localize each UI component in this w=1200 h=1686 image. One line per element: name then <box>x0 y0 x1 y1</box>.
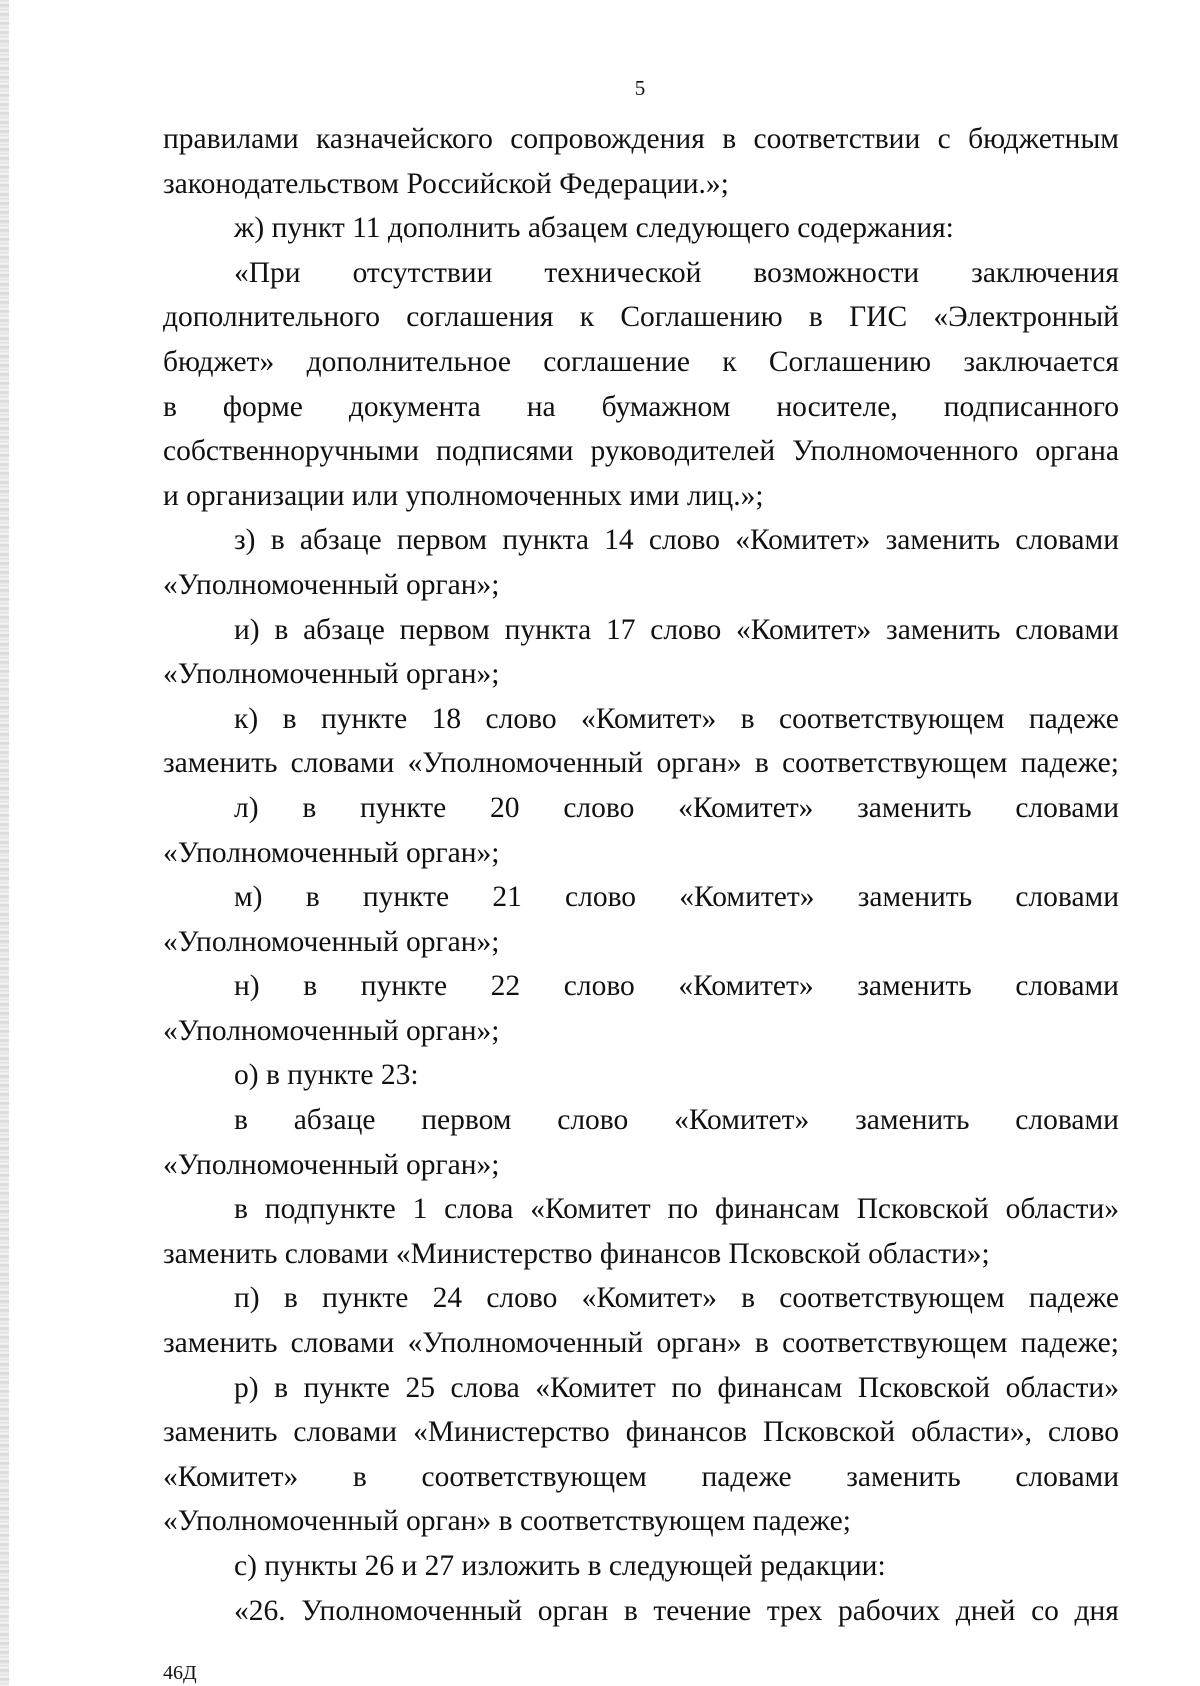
word: в <box>283 1282 298 1315</box>
word: бюджет» <box>163 345 275 378</box>
word: органа <box>1035 435 1119 468</box>
word: пункта <box>504 613 592 646</box>
document-body <box>163 117 1119 1633</box>
word: заменить <box>857 970 972 1003</box>
word: падеже <box>701 1460 792 1493</box>
word: «Комитет <box>530 1193 651 1226</box>
text-line <box>163 1098 1119 1143</box>
word: абзаце <box>303 613 385 646</box>
text-line <box>163 786 1119 831</box>
text-line <box>163 1321 1119 1366</box>
word: соответствующем <box>782 1327 1008 1360</box>
footer-code: 46Д <box>163 1662 197 1684</box>
word: «Комитет» <box>735 524 871 557</box>
word: слово <box>650 613 722 646</box>
word: в <box>305 881 320 914</box>
word: 24 <box>432 1282 463 1315</box>
text-line <box>163 1410 1119 1455</box>
word: заменить <box>885 524 1001 557</box>
word: м) <box>234 881 263 914</box>
text-line: «Уполномоченный орган» в соответствующем падеже; <box>163 1505 851 1538</box>
word: «Комитет» <box>736 613 872 646</box>
word: дополнительного <box>163 301 381 334</box>
word: з) <box>234 524 256 557</box>
word: соглашение <box>543 345 690 378</box>
word: словами <box>290 1327 395 1360</box>
text-line <box>163 429 1119 474</box>
word: «Комитет» <box>581 702 717 735</box>
word: словами <box>290 747 395 780</box>
word: слово <box>557 1104 629 1137</box>
text-line: заменить словами «Министерство финансов Псковской области»; <box>163 1237 990 1270</box>
word: в <box>274 613 289 646</box>
word: «Комитет» <box>679 881 815 914</box>
word: форме <box>222 390 303 423</box>
text-line <box>163 875 1119 920</box>
word: и) <box>234 613 260 646</box>
word: технической <box>544 256 702 289</box>
text-line: «Уполномоченный орган»; <box>163 658 500 691</box>
word: бюджетным <box>968 123 1119 155</box>
text-line <box>163 1455 1119 1500</box>
word: 22 <box>490 970 521 1003</box>
word: «Комитет» <box>581 1282 717 1315</box>
text-line <box>163 340 1119 385</box>
text-line <box>163 117 1119 162</box>
word: словами <box>1015 970 1119 1003</box>
word: слово <box>485 702 557 735</box>
word: 20 <box>490 791 520 824</box>
word: заключается <box>963 345 1119 378</box>
word: трех <box>766 1594 823 1627</box>
word: соответствующем <box>779 1282 1005 1315</box>
word: «Комитет <box>535 1371 656 1404</box>
word: пункте <box>303 1371 390 1404</box>
word: абзаце <box>293 1104 376 1137</box>
word: в <box>623 1594 638 1627</box>
word: «26. <box>234 1594 286 1627</box>
word: орган <box>537 1594 609 1627</box>
word: 17 <box>605 613 636 646</box>
word: соответствующем <box>782 747 1008 780</box>
word: пункте <box>362 881 450 914</box>
word: «Министерство <box>413 1416 610 1449</box>
word: заменить <box>163 1327 278 1360</box>
word: заменить <box>163 747 278 780</box>
word: подпункте <box>264 1193 396 1226</box>
word: по <box>667 1193 699 1226</box>
text-line: о) в пункте 23: <box>234 1059 419 1092</box>
text-line: законодательством Российской Федерации.»; <box>163 167 729 200</box>
word: заменить <box>163 1416 278 1449</box>
word: 25 <box>405 1371 435 1404</box>
word: слово <box>563 791 635 824</box>
word: пункта <box>502 524 589 557</box>
word: Псковской <box>763 1416 896 1449</box>
word: словами <box>1015 791 1119 824</box>
text-line: с) пункты 26 и 27 изложить в следующей редакции: <box>234 1550 886 1582</box>
word: носителе, <box>776 390 898 423</box>
text-line <box>163 1276 1119 1321</box>
word: словами <box>1015 1460 1119 1493</box>
word: «При <box>234 256 301 289</box>
scan-edge <box>0 0 9 1686</box>
word: падеже; <box>1020 1327 1119 1360</box>
text-line <box>163 518 1119 563</box>
word: пункте <box>320 702 408 735</box>
word: «Комитет» <box>163 1460 299 1493</box>
word: течение <box>653 1594 752 1627</box>
word: подписанного <box>943 390 1119 423</box>
word: в <box>740 702 755 735</box>
word: пункте <box>360 970 448 1003</box>
word: первом <box>396 524 488 557</box>
word: Уполномоченного <box>792 435 1019 468</box>
word: «Комитет» <box>674 1104 810 1137</box>
text-line <box>163 1589 1119 1634</box>
word: в <box>302 791 317 824</box>
word: первом <box>421 1104 512 1137</box>
word: финансам <box>717 1371 843 1404</box>
text-line <box>163 1187 1119 1232</box>
word: по <box>671 1371 702 1404</box>
word: словами <box>1015 1104 1119 1137</box>
word: соответствующем <box>421 1460 647 1493</box>
text-line: «Уполномоченный орган»; <box>163 925 500 958</box>
page-number: 5 <box>634 76 646 100</box>
word: в <box>274 1371 289 1404</box>
word: в <box>754 1327 769 1360</box>
word: в <box>808 301 823 334</box>
word: «Электронный <box>933 301 1119 334</box>
word: рабочих <box>837 1594 941 1627</box>
word: 18 <box>431 702 462 735</box>
word: слово <box>1047 1416 1119 1449</box>
word: пункте <box>360 791 447 824</box>
word: к) <box>234 702 259 735</box>
text-line <box>163 251 1119 296</box>
word: 1 <box>412 1193 428 1226</box>
word: сопровождения <box>510 123 705 155</box>
text-line <box>163 608 1119 653</box>
word: словами <box>293 1416 398 1449</box>
word: слово <box>563 970 635 1003</box>
word: 21 <box>492 881 522 914</box>
word: Соглашению <box>768 345 932 378</box>
word: области» <box>1005 1371 1119 1404</box>
word: области» <box>1005 1193 1119 1226</box>
word: «Комитет» <box>678 970 814 1003</box>
text-line: «Уполномоченный орган»; <box>163 1148 500 1181</box>
word: в <box>741 1282 756 1315</box>
word: орган» <box>656 747 742 780</box>
word: заменить <box>857 791 972 824</box>
word: «Уполномоченный <box>407 1327 644 1360</box>
word: в <box>270 524 285 557</box>
word: собственноручными <box>163 435 420 468</box>
word: Псковской <box>856 1193 989 1226</box>
word: правилами <box>163 123 299 155</box>
word: в <box>303 970 318 1003</box>
word: падеже <box>1028 702 1119 735</box>
word: н) <box>234 970 260 1003</box>
text-line: ж) пункт 11 дополнить абзацем следующего содержания: <box>234 212 954 245</box>
word: 14 <box>604 524 634 557</box>
word: заключения <box>971 256 1119 289</box>
word: заменить <box>886 613 1001 646</box>
word: заменить <box>846 1460 961 1493</box>
word: в <box>722 123 737 155</box>
word: словами <box>1015 881 1119 914</box>
word: бумажном <box>601 390 731 423</box>
text-line <box>163 964 1119 1009</box>
word: л) <box>234 791 259 824</box>
text-line: «Уполномоченный орган»; <box>163 1014 500 1047</box>
word: дня <box>1074 1594 1119 1627</box>
word: Соглашению <box>620 301 783 334</box>
text-line <box>163 741 1119 786</box>
text-line <box>163 385 1119 430</box>
word: ГИС <box>849 301 908 334</box>
word: слово <box>565 881 637 914</box>
word: орган» <box>656 1327 742 1360</box>
word: в <box>163 390 177 423</box>
word: падеже <box>1028 1282 1119 1315</box>
word: возможности <box>753 256 920 289</box>
word: соответствии <box>753 123 921 155</box>
word: финансов <box>625 1416 748 1449</box>
word: падеже; <box>1020 747 1119 780</box>
text-line: и организации или уполномоченных ими лиц.»; <box>163 479 764 512</box>
word: в <box>234 1104 248 1137</box>
word: р) <box>234 1371 259 1404</box>
word: руководителей <box>590 435 776 468</box>
word: области», <box>911 1416 1032 1449</box>
word: первом <box>399 613 490 646</box>
text-line <box>163 697 1119 742</box>
text-line <box>163 295 1119 340</box>
word: «Уполномоченный <box>407 747 644 780</box>
word: финансам <box>714 1193 840 1226</box>
word: дней <box>955 1594 1016 1627</box>
word: в <box>234 1193 248 1226</box>
word: подписями <box>436 435 574 468</box>
word: слова <box>450 1371 520 1404</box>
word: слова <box>444 1193 514 1226</box>
word: в <box>352 1460 367 1493</box>
word: абзаце <box>299 524 382 557</box>
word: Псковской <box>857 1371 991 1404</box>
word: словами <box>1015 613 1119 646</box>
word: словами <box>1015 524 1119 557</box>
word: на <box>526 390 556 423</box>
word: Уполномоченный <box>301 1594 523 1627</box>
word: документа <box>348 390 481 423</box>
text-line: «Уполномоченный орган»; <box>163 568 500 601</box>
word: соответствующем <box>779 702 1005 735</box>
word: слово <box>648 524 720 557</box>
word: «Комитет» <box>678 791 814 824</box>
word: заменить <box>857 881 973 914</box>
word: п) <box>234 1282 260 1315</box>
word: слово <box>486 1282 558 1315</box>
word: пункте <box>322 1282 409 1315</box>
word: заменить <box>855 1104 970 1137</box>
word: к <box>579 301 595 334</box>
word: отсутствии <box>352 256 493 289</box>
word: с <box>937 123 951 155</box>
word: дополнительное <box>306 345 511 378</box>
text-line <box>163 1366 1119 1411</box>
word: со <box>1031 1594 1059 1627</box>
word: соглашения <box>406 301 554 334</box>
word: к <box>722 345 737 378</box>
word: в <box>282 702 297 735</box>
word: казначейского <box>316 123 493 155</box>
text-line: «Уполномоченный орган»; <box>163 836 500 869</box>
word: в <box>754 747 769 780</box>
